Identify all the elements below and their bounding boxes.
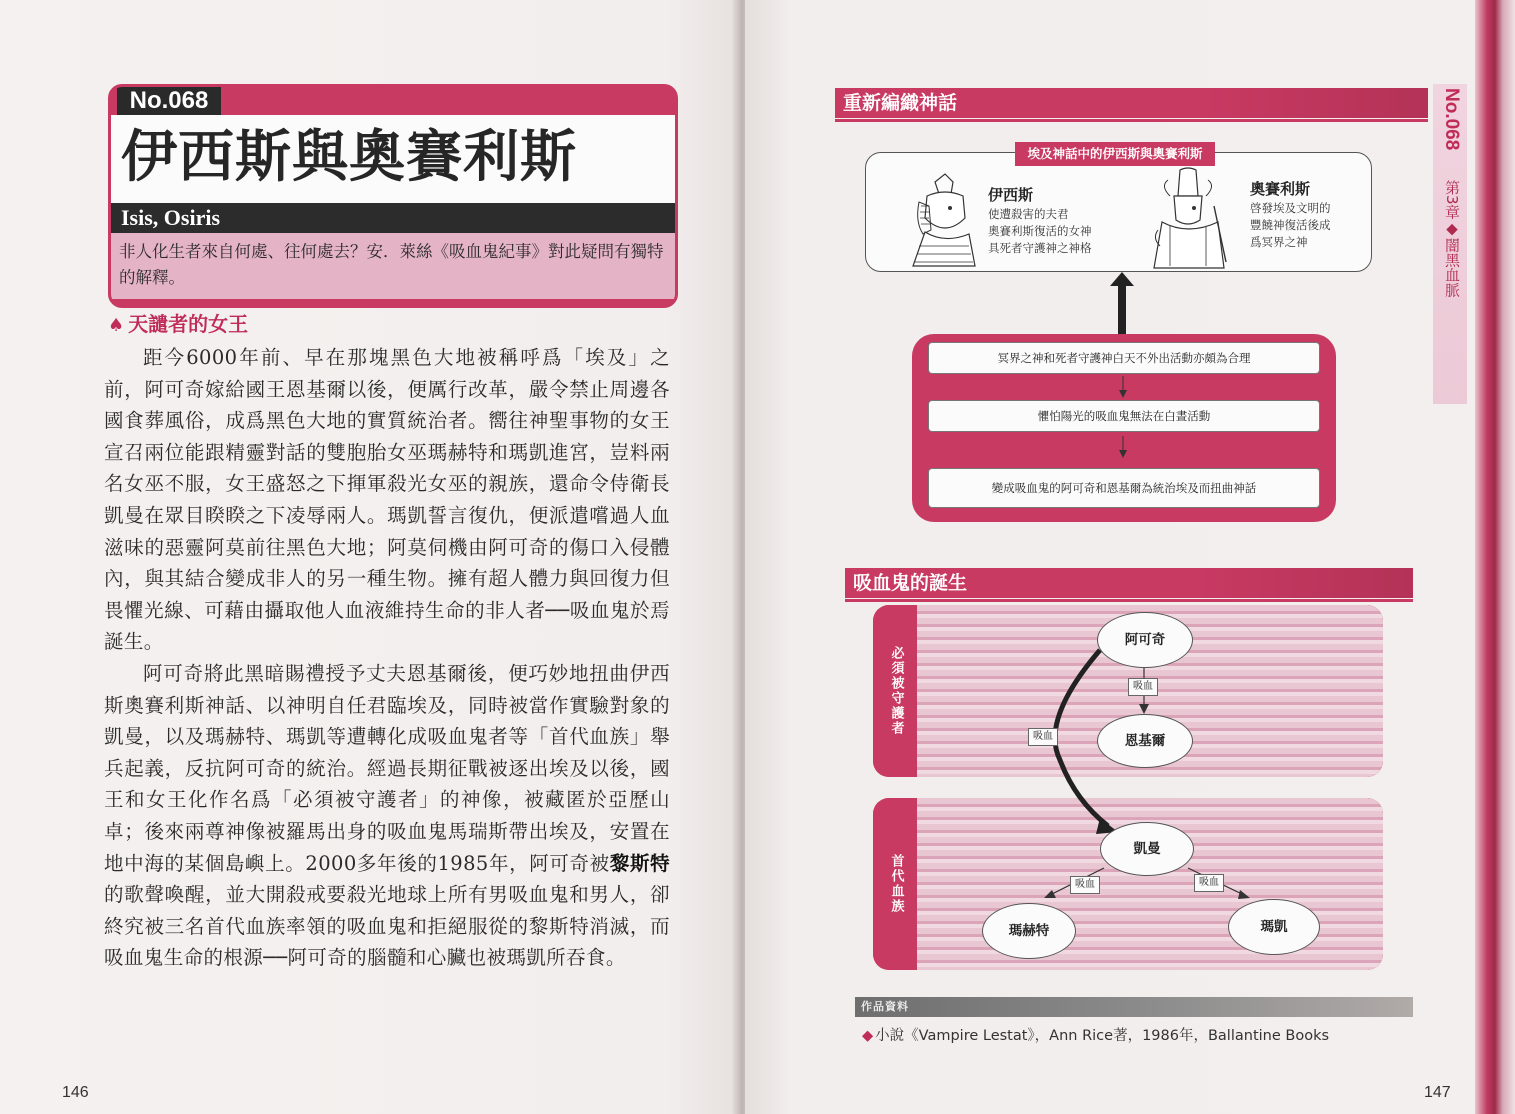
blood-label-khayman-mekare: 吸血 [1194, 874, 1224, 892]
page-number-right: 147 [1424, 1084, 1451, 1101]
page-number-left: 146 [62, 1084, 89, 1101]
node-mekare: 瑪凱 [1228, 899, 1320, 955]
paragraph-2-part-b: 的歌聲喚醒，並大開殺戒要殺光地球上所有男吸血鬼和男人，卻終究被三名首代血族率領的吸血鬼和拒絕服從的黎斯特消滅，而吸血鬼生命的根源──阿可奇的腦髓和心臟也被瑪凱所吞食。 [104, 883, 670, 970]
myth-tag: 埃及神話中的伊西斯與奧賽利斯 [1015, 142, 1215, 166]
blood-label-akasha-khayman: 吸血 [1028, 728, 1058, 746]
diamond-icon: ◆ [862, 1028, 874, 1044]
blood-label-akasha-enkil: 吸血 [1128, 678, 1158, 696]
intro-text: 非人化生者來自何處、往何處去？安．萊絲《吸血鬼紀事》對此疑問有獨特的解釋。 [119, 242, 664, 287]
flow-step-1: 冥界之神和死者守護神白天不外出活動亦頗為合理 [928, 342, 1320, 374]
reference-text [862, 1024, 1329, 1045]
node-enkil: 恩基爾 [1097, 714, 1193, 768]
osiris-name: 奧賽利斯 [1250, 180, 1311, 198]
isis-name: 伊西斯 [988, 186, 1034, 204]
band-2-label: 首代血族 [873, 798, 919, 970]
page-edge [1475, 0, 1515, 1114]
isis-desc-line-3: 具死者守護神之神格 [988, 241, 1092, 255]
entry-number-badge: No.068 [117, 87, 221, 115]
paragraph-2-part-a: 阿可奇將此黑暗賜禮授予丈夫恩基爾後，便巧妙地扭曲伊西斯奧賽利斯神話、以神明自任君臨埃及，同時被當作實驗對象的凱曼，以及瑪赫特、瑪凱等遭轉化成吸血鬼者等「首代血族」舉兵起義，反抗阿可奇的統治。經過長期征戰被逐出埃及以後，國王和女王化作名爲「必須被守護者」的神像，被藏匿於亞歷山卓；後來兩尊神像被羅馬出身的吸血鬼馬瑞斯帶出埃及，安置在地中海的某個島嶼上。2000多年後的1985年，阿可奇被 [104, 661, 670, 875]
flow-step-3: 變成吸血鬼的阿可奇和恩基爾為統治埃及而扭曲神話 [928, 468, 1320, 508]
paragraph-1: 距今6000年前、早在那塊黑色大地被稱呼爲「埃及」之前，阿可奇嫁給國王恩基爾以後，便厲行改革，嚴令禁止周邊各國食葬風俗，成爲黑色大地的實質統治者。嚮往神聖事物的女王宣召兩位能跟精靈對話的雙胞胎女巫瑪赫特和瑪凱進宮，豈料兩名女巫不服，女王盛怒之下揮軍殺光女巫的親族，還命令侍衛長凱曼在眾目睽睽之下凌辱兩人。瑪凱誓言復仇，便派遣嚐過人血滋味的惡靈阿莫前往黑色大地；阿莫伺機由阿可奇的傷口入侵體內，與其結合變成非人的另一種生物。擁有超人體力與回復力但畏懼光線、可藉由攝取他人血液維持生命的非人者──吸血鬼於焉誕生。 [104, 346, 670, 654]
node-khayman: 凱曼 [1100, 822, 1194, 876]
isis-desc-line-1: 使遭殺害的夫君 [988, 207, 1069, 221]
reference-citation: 小說《Vampire Lestat》，Ann Rice著，1986年，Ballantine Books [875, 1028, 1330, 1044]
side-entry-number: No.068 [1441, 88, 1462, 151]
flow-step-2: 懼怕陽光的吸血鬼無法在白晝活動 [928, 400, 1320, 432]
section-title-rewrite-myth: 重新編織神話 [843, 92, 958, 114]
osiris-desc-line-2: 豐饒神復活後成 [1250, 218, 1331, 232]
entry-title-english: Isis, Osiris [121, 205, 221, 230]
osiris-desc-line-3: 爲冥界之神 [1250, 235, 1308, 249]
section-title-vampire-birth: 吸血鬼的誕生 [853, 572, 968, 594]
reference-heading: 作品資料 [861, 1000, 909, 1013]
osiris-desc-line-1: 啓發埃及文明的 [1250, 201, 1331, 215]
side-chapter-label: 第3章◆闇黑血脈 [1443, 180, 1461, 298]
node-akasha: 阿可奇 [1097, 612, 1193, 668]
spade-icon: ♠ [108, 315, 125, 336]
entry-title: 伊西斯與奧賽利斯 [121, 125, 577, 190]
isis-desc-line-2: 奧賽利斯復活的女神 [988, 224, 1092, 238]
paragraph-2-bold: 黎斯特 [609, 851, 670, 875]
blood-label-khayman-maharet: 吸血 [1070, 876, 1100, 894]
node-maharet: 瑪赫特 [982, 903, 1076, 959]
reference-bar [855, 997, 1413, 1017]
section-heading-text: 天譴者的女王 [128, 312, 249, 336]
band-1-label: 必須被守護者 [873, 605, 919, 777]
